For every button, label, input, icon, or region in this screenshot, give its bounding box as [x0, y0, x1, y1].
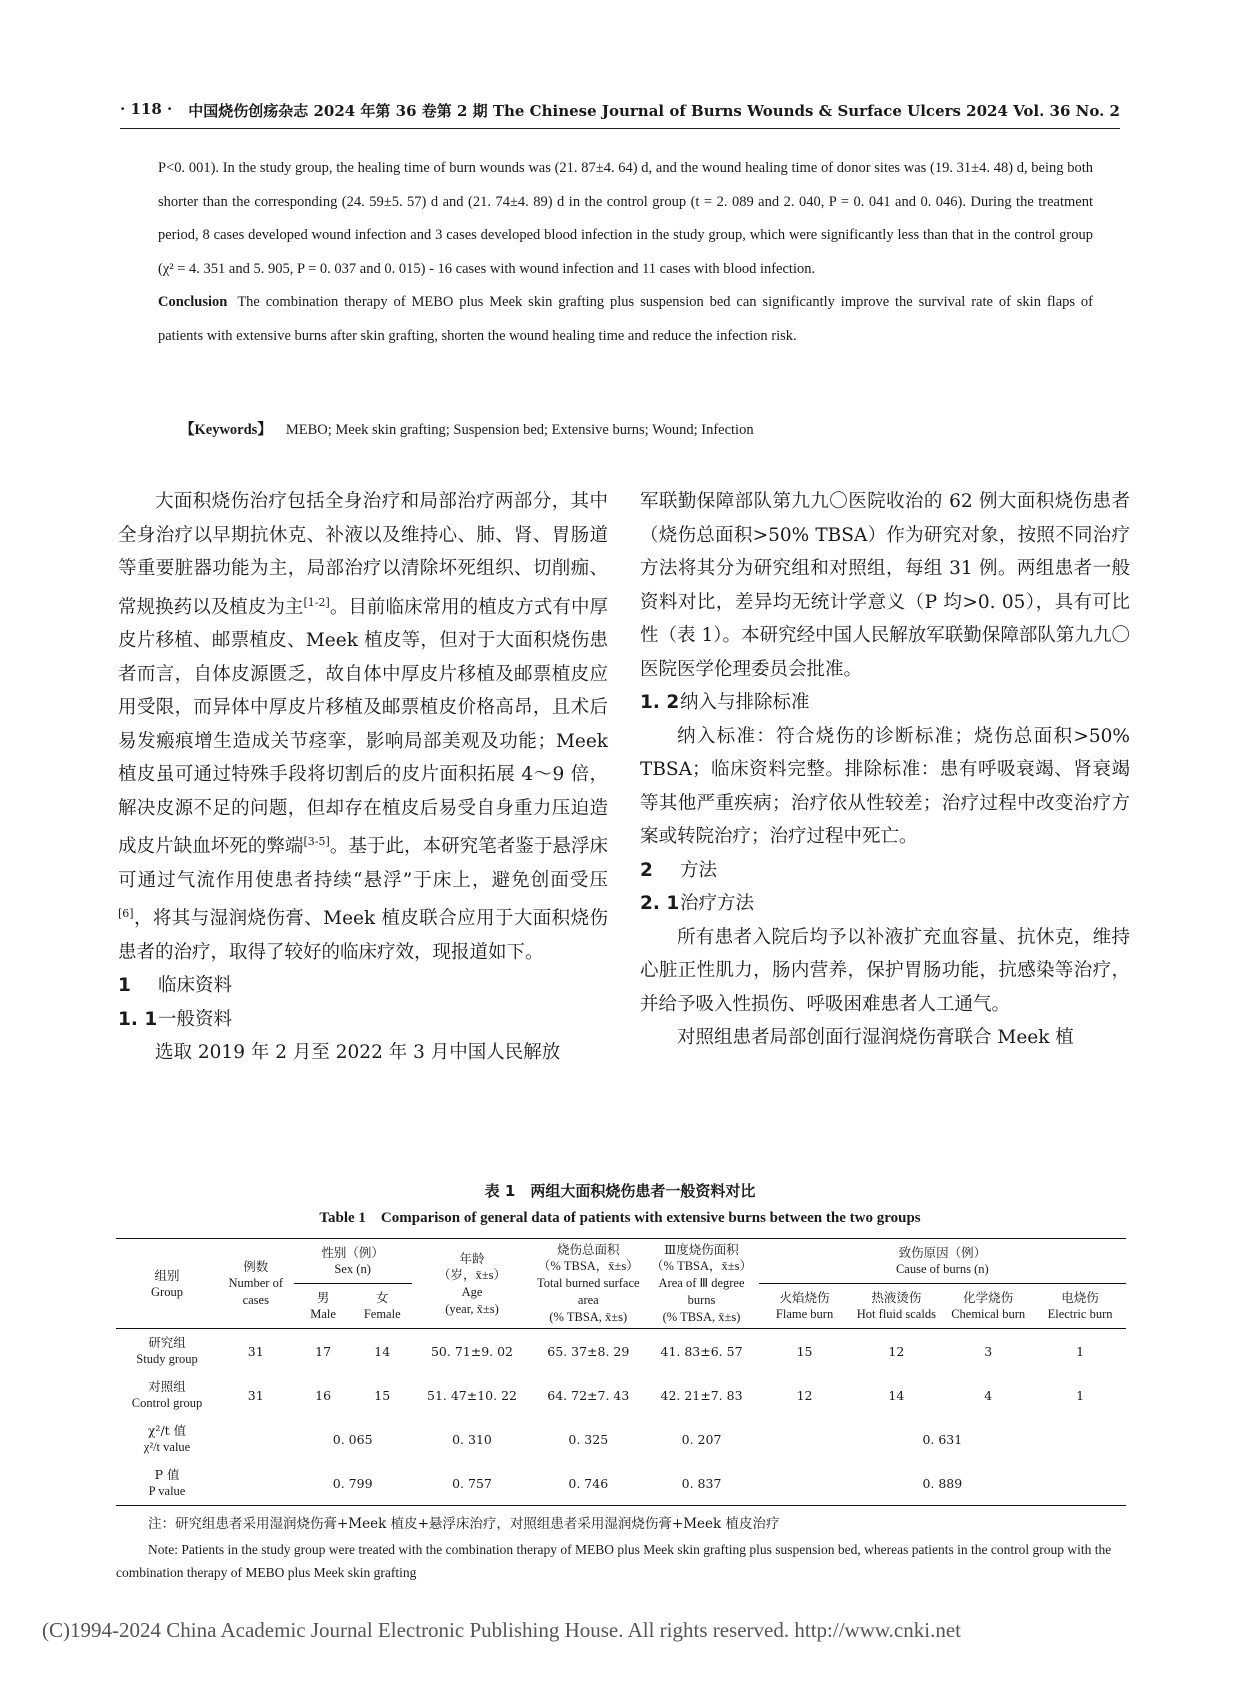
section-heading-2-1	[640, 887, 1130, 921]
header-cn: 致伤原因（例）	[898, 1245, 987, 1260]
section-title: 治疗方法	[680, 893, 755, 914]
section-number: 2. 1	[640, 893, 680, 914]
cell: 1	[1076, 1387, 1085, 1403]
header-tbsa	[532, 1239, 644, 1329]
cell: 14	[888, 1387, 905, 1403]
header-female	[353, 1284, 412, 1329]
row-label-en: P value	[148, 1484, 186, 1498]
body-right-column	[640, 485, 1130, 1055]
section-number: 2	[640, 859, 653, 881]
cell: 0. 207	[681, 1431, 722, 1447]
cell: 31	[247, 1343, 264, 1359]
header-cn: 男	[316, 1290, 330, 1305]
cell: 3	[984, 1343, 993, 1359]
header-en: Sex (n)	[334, 1262, 371, 1276]
abstract-continuation	[158, 152, 1093, 353]
cell-empty	[218, 1417, 293, 1461]
cell: 14	[374, 1343, 391, 1359]
header-group	[116, 1239, 218, 1329]
journal-title: 中国烧伤创疡杂志 2024 年第 36 卷第 2 期 The Chinese Journal of Burns Wounds & Surface Ulcers 2024 Vol. 36 No. 2	[188, 102, 1120, 120]
table-row	[116, 1373, 1126, 1417]
header-cn: 性别（例）	[321, 1245, 384, 1260]
header-cause	[759, 1239, 1126, 1284]
header-unit: （岁，x̄±s）	[438, 1267, 506, 1282]
table-row-p-value	[116, 1461, 1126, 1506]
header-unit: （% TBSA，x̄±s）	[651, 1259, 753, 1273]
header-en: Total burned surface area	[537, 1276, 640, 1307]
cell: 41. 83±6. 57	[660, 1343, 743, 1359]
header-cn: 组别	[154, 1267, 180, 1283]
section-heading-2	[640, 854, 1130, 888]
general-data-table	[116, 1238, 1126, 1506]
header-cn: 烧伤总面积	[557, 1242, 620, 1257]
cell: 0. 746	[532, 1461, 644, 1506]
abstract-results: P<0. 001). In the study group, the healing time of burn wounds was (21. 87±4. 64) d, and the wound healing time of donor sites was (19. 31±4. 48) d, being both shorter than the corresponding (24. 59±5. 57) d and (21. 74±4. 89) d in the control group (t = 2. 089 and 2. 040, P = 0. 041 and 0. 046). During the treatment period, 8 cases developed wound infection and 3 cases developed blood infection in the study group, which were significantly less than that in the control group (χ² = 4. 351 and 5. 905, P = 0. 037 and 0. 015) - 16 cases with wound infection and 11 cases with blood infection.	[158, 160, 1093, 277]
cell: 0. 889	[759, 1461, 1126, 1506]
header-chemical	[942, 1284, 1034, 1329]
criteria-paragraph: 纳入标准：符合烧伤的诊断标准；烧伤总面积>50% TBSA；临床资料完整。排除标准：患有呼吸衰竭、肾衰竭等其他严重疾病；治疗依从性较差；治疗过程中改变治疗方案或转院治疗；治疗过程中死亡。	[640, 725, 1130, 847]
section-title: 方法	[680, 859, 718, 881]
cell: 0. 065	[332, 1431, 373, 1447]
cell: 51. 47±10. 22	[427, 1387, 517, 1403]
header-scald	[850, 1284, 942, 1329]
keywords-line	[180, 418, 1080, 439]
section-heading-1-1	[118, 1003, 608, 1037]
section-heading-1-2	[640, 686, 1130, 720]
row-label-cn: 对照组	[148, 1379, 186, 1394]
treatment-paragraph: 所有患者入院后均予以补液扩充血容量、抗休克，维持心脏正性肌力，肠内营养，保护胃肠功能，抗感染等治疗，并给予吸入性损伤、呼吸困难患者人工通气。	[640, 926, 1130, 1015]
cell: 0. 837	[644, 1461, 758, 1506]
cell: 1	[1076, 1343, 1085, 1359]
row-label-en: Study group	[136, 1352, 198, 1366]
abstract-conclusion	[158, 286, 1093, 353]
cell: 15	[796, 1343, 813, 1359]
intro-text-4: ，将其与湿润烧伤膏、Meek 植皮联合应用于大面积烧伤患者的治疗，取得了较好的临床疗效，现报道如下。	[118, 908, 608, 963]
table-caption-en: Table 1 Comparison of general data of patients with extensive burns between the two groups	[319, 1210, 921, 1226]
header-en: Group	[151, 1284, 183, 1299]
row-label-cn: 研究组	[148, 1335, 186, 1350]
cell: 16	[315, 1387, 332, 1403]
running-header	[120, 98, 1120, 129]
cell: 0. 799	[294, 1461, 412, 1506]
keywords-label: 【Keywords】	[180, 422, 272, 438]
cell: 4	[984, 1387, 993, 1403]
cell: 0. 310	[452, 1431, 492, 1447]
row-label	[116, 1329, 218, 1374]
cell: 15	[374, 1387, 391, 1403]
header-cases	[218, 1239, 293, 1329]
control-group-paragraph: 对照组患者局部创面行湿润烧伤膏联合 Meek 植	[677, 1027, 1074, 1048]
table-caption-cn: 表 1 两组大面积烧伤患者一般资料对比	[484, 1182, 756, 1200]
cell: 65. 37±8. 29	[547, 1343, 630, 1359]
section-number: 1	[118, 975, 131, 997]
table-note-cn: 注：研究组患者采用湿润烧伤膏+Meek 植皮+悬浮床治疗，对照组患者采用湿润烧伤膏+Meek 植皮治疗	[148, 1516, 780, 1532]
header-cn: 火焰烧伤	[779, 1290, 830, 1305]
header-cn: 化学烧伤	[963, 1290, 1014, 1305]
header-en: Number of cases	[228, 1276, 283, 1307]
header-third-degree	[644, 1239, 758, 1329]
intro-text-1: 大面积烧伤治疗包括全身治疗和局部治疗两部分，其中全身治疗以早期抗休克、补液以及维持心、肺、肾、胃肠道等重要脏器功能为主，局部治疗以清除坏死组织、切削痂、常规换药以及植皮为主	[118, 491, 608, 618]
section-title: 临床资料	[158, 975, 233, 997]
row-label-en: Control group	[131, 1396, 203, 1410]
citation-2: [3-5]	[303, 835, 330, 849]
header-flame	[759, 1284, 851, 1329]
section-number: 1. 2	[640, 692, 680, 713]
header-en: Area of Ⅲ degree burns	[658, 1276, 745, 1307]
section-heading-1	[118, 969, 608, 1003]
intro-text-2: 。目前临床常用的植皮方式有中厚皮片移植、邮票植皮、Meek 植皮等，但对于大面积烧伤患者而言，自体皮源匮乏，故自体中厚皮片移植及邮票植皮应用受限，而异体中厚皮片移植及邮票植皮价格高昂，且术后易发瘢痕增生造成关节痉挛，影响局部美观及功能；Meek 植皮虽可通过特殊手段将切割后的皮片面积拓展 4～9 倍，解决皮源不足的问题，但却存在植皮后易受自身重力压迫造成皮片缺血坏死的弊端	[118, 596, 608, 858]
body-left-column	[118, 485, 608, 1070]
intro-paragraph	[118, 485, 608, 969]
conclusion-text: The combination therapy of MEBO plus Meek skin grafting plus suspension bed can significantly improve the survival rate of skin flaps of patients with extensive burns after skin grafting, shorten the wound healing time and reduce the infection risk.	[158, 294, 1093, 344]
header-electric	[1034, 1284, 1126, 1329]
header-en: Electric burn	[1047, 1307, 1113, 1321]
section-number: 1. 1	[118, 1008, 158, 1030]
row-label	[116, 1373, 218, 1417]
header-cn: 热液烫伤	[871, 1290, 922, 1305]
header-en: Flame burn	[775, 1307, 834, 1321]
header-cn: 电烧伤	[1061, 1290, 1099, 1305]
header-en: Chemical burn	[951, 1307, 1026, 1321]
row-label-en: χ²/t value	[143, 1440, 191, 1454]
cell: 0. 325	[568, 1431, 609, 1447]
row-label-cn: χ²/t 值	[147, 1423, 187, 1438]
cell: 12	[796, 1387, 813, 1403]
cell: 12	[888, 1343, 905, 1359]
table-row-statistic	[116, 1417, 1126, 1461]
header-en: Hot fluid scalds	[856, 1307, 936, 1321]
header-cn: 例数	[243, 1259, 269, 1274]
cell: 64. 72±7. 43	[547, 1387, 630, 1403]
cell: 31	[247, 1387, 264, 1403]
header-en: Cause of burns (n)	[895, 1262, 989, 1276]
cell: 50. 71±9. 02	[430, 1343, 514, 1359]
header-age	[412, 1239, 532, 1329]
row-label	[116, 1461, 218, 1506]
page-number: · 118 ·	[120, 100, 173, 118]
header-cn: 女	[375, 1290, 389, 1305]
cell-empty	[218, 1461, 293, 1506]
intro-text-3: 。基于此，本研究笔者鉴于悬浮床可通过气流作用使患者持续“悬浮”于床上，避免创面受压	[118, 836, 608, 891]
header-cn: Ⅲ度烧伤面积	[664, 1242, 739, 1257]
header-male	[294, 1284, 353, 1329]
header-en-unit: (year, x̄±s)	[445, 1301, 499, 1316]
cell: 42. 21±7. 83	[660, 1387, 743, 1403]
section-title: 一般资料	[158, 1008, 233, 1030]
citation-1: [1-2]	[303, 595, 330, 609]
cell: 17	[315, 1343, 332, 1359]
row-label	[116, 1417, 218, 1461]
copyright-footer: (C)1994-2024 China Academic Journal Electronic Publishing House. All rights reserved. http://www.cnki.net	[42, 1618, 961, 1642]
header-sex	[294, 1239, 412, 1284]
header-unit: （% TBSA，x̄±s）	[537, 1259, 639, 1273]
citation-3: [6]	[118, 907, 134, 921]
row-label-cn: P 值	[154, 1467, 180, 1482]
header-en-unit: (% TBSA, x̄±s)	[662, 1310, 741, 1324]
section-title: 纳入与排除标准	[680, 692, 810, 713]
header-en: Male	[310, 1307, 336, 1321]
cell: 0. 757	[412, 1461, 532, 1506]
header-en: Age	[461, 1284, 483, 1299]
header-en-unit: (% TBSA, x̄±s)	[549, 1310, 628, 1324]
keywords-text: MEBO; Meek skin grafting; Suspension bed; Extensive burns; Wound; Infection	[285, 422, 754, 438]
table-note-en: Note: Patients in the study group were treated with the combination therapy of MEBO plus Meek skin grafting plus suspension bed, whereas patients in the control group with the combination therapy of MEBO plus Meek skin grafting	[116, 1542, 1112, 1580]
header-en: Female	[363, 1307, 401, 1321]
conclusion-label: Conclusion	[158, 294, 228, 310]
table-row	[116, 1329, 1126, 1374]
header-cn: 年龄	[459, 1250, 485, 1266]
cell: 0. 631	[922, 1431, 963, 1447]
general-data-paragraph: 选取 2019 年 2 月至 2022 年 3 月中国人民解放	[155, 1042, 561, 1064]
general-data-continued: 军联勤保障部队第九九〇医院收治的 62 例大面积烧伤患者（烧伤总面积>50% TBSA）作为研究对象，按照不同治疗方法将其分为研究组和对照组，每组 31 例。两组患者一般资料对比，差异均无统计学意义（P 均>0. 05），具有可比性（表 1）。本研究经中国人民解放军联勤保障部队第九九〇医院医学伦理委员会批准。	[640, 491, 1130, 680]
